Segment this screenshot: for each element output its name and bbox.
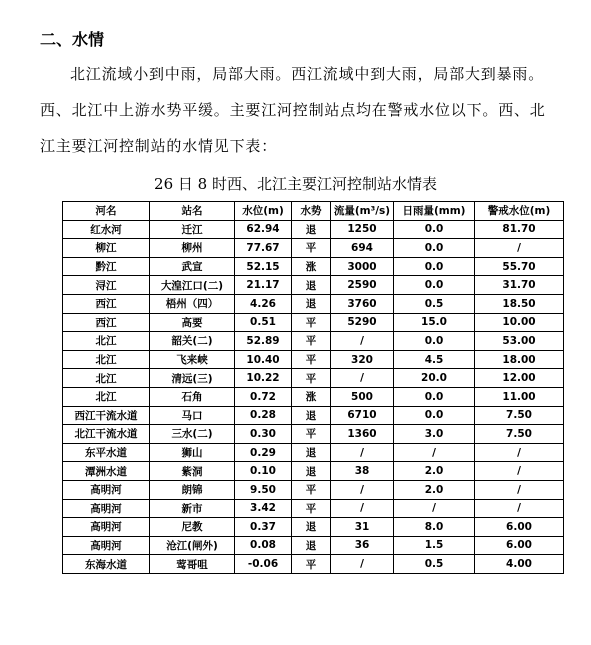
rainfall-cell: 1.5 [394, 536, 475, 555]
trend-cell: 平 [292, 350, 331, 369]
station-cell: 韶关(二) [150, 332, 235, 351]
station-cell: 紫洞 [150, 462, 235, 481]
table-body [63, 220, 564, 573]
warning-level-cell: 10.00 [475, 313, 564, 332]
warning-level-cell: 55.70 [475, 257, 564, 276]
trend-cell: 退 [292, 220, 331, 239]
rainfall-cell: / [394, 499, 475, 518]
warning-level-cell: / [475, 499, 564, 518]
table-caption: 26 日 8 时西、北江主要江河控制站水情表 [154, 175, 437, 193]
river-cell: 高明河 [63, 480, 150, 499]
flow-cell: 31 [331, 518, 394, 537]
river-cell: 西江干流水道 [63, 406, 150, 425]
warning-level-cell: / [475, 480, 564, 499]
rainfall-cell: 8.0 [394, 518, 475, 537]
flow-cell: / [331, 499, 394, 518]
table-row [63, 239, 564, 258]
flow-cell: 6710 [331, 406, 394, 425]
station-cell: 新市 [150, 499, 235, 518]
flow-cell: 500 [331, 387, 394, 406]
rainfall-cell: 0.5 [394, 555, 475, 574]
station-cell: 莺哥咀 [150, 555, 235, 574]
station-cell: 沧江(闸外) [150, 536, 235, 555]
water-level-cell: 0.30 [235, 425, 292, 444]
flow-cell: / [331, 369, 394, 388]
rainfall-cell: 3.0 [394, 425, 475, 444]
river-cell: 柳江 [63, 239, 150, 258]
table-row [63, 294, 564, 313]
table-row [63, 518, 564, 537]
summary-text: 北江流域小到中雨，局部大雨。西江流域中到大雨，局部大到暴雨。西、北江中上游水势平缓。主要江河控制站点均在警戒水位以下。西、北江主要江河控制站的水情见下表： [40, 65, 546, 155]
table-header [63, 202, 564, 221]
table-row [63, 257, 564, 276]
station-cell: 三水(二) [150, 425, 235, 444]
river-cell: 西江 [63, 294, 150, 313]
rainfall-cell: 20.0 [394, 369, 475, 388]
rainfall-cell: / [394, 443, 475, 462]
trend-cell: 退 [292, 294, 331, 313]
station-cell: 狮山 [150, 443, 235, 462]
header-warning-level: 警戒水位(m) [475, 202, 564, 221]
flow-cell: 2590 [331, 276, 394, 295]
table-row [63, 387, 564, 406]
rainfall-cell: 0.0 [394, 257, 475, 276]
flow-cell: / [331, 443, 394, 462]
river-cell: 浔江 [63, 276, 150, 295]
warning-level-cell: 7.50 [475, 406, 564, 425]
river-cell: 东海水道 [63, 555, 150, 574]
warning-level-cell: / [475, 239, 564, 258]
rainfall-cell: 0.0 [394, 387, 475, 406]
flow-cell: 3000 [331, 257, 394, 276]
table-row [63, 406, 564, 425]
rainfall-cell: 0.5 [394, 294, 475, 313]
station-cell: 大湟江口(二) [150, 276, 235, 295]
water-level-cell: 0.28 [235, 406, 292, 425]
rainfall-cell: 0.0 [394, 276, 475, 295]
river-cell: 北江 [63, 369, 150, 388]
table-row [63, 443, 564, 462]
header-flow: 流量(m³/s) [331, 202, 394, 221]
station-cell: 迁江 [150, 220, 235, 239]
trend-cell: 退 [292, 536, 331, 555]
flow-cell: / [331, 480, 394, 499]
header-water-level: 水位(m) [235, 202, 292, 221]
rainfall-cell: 0.0 [394, 239, 475, 258]
river-cell: 红水河 [63, 220, 150, 239]
trend-cell: 平 [292, 239, 331, 258]
river-cell: 西江 [63, 313, 150, 332]
warning-level-cell: 18.50 [475, 294, 564, 313]
station-cell: 石角 [150, 387, 235, 406]
station-cell: 马口 [150, 406, 235, 425]
trend-cell: 平 [292, 480, 331, 499]
trend-cell: 涨 [292, 387, 331, 406]
section-heading: 二、水情 [40, 30, 105, 49]
warning-level-cell: 4.00 [475, 555, 564, 574]
table-row [63, 425, 564, 444]
warning-level-cell: 6.00 [475, 518, 564, 537]
trend-cell: 平 [292, 555, 331, 574]
rainfall-cell: 2.0 [394, 480, 475, 499]
flow-cell: 320 [331, 350, 394, 369]
trend-cell: 退 [292, 443, 331, 462]
water-level-cell: 21.17 [235, 276, 292, 295]
water-level-cell: 62.94 [235, 220, 292, 239]
water-level-cell: 52.89 [235, 332, 292, 351]
flow-cell: 1250 [331, 220, 394, 239]
flow-cell: / [331, 332, 394, 351]
water-level-table [62, 201, 564, 574]
trend-cell: 平 [292, 369, 331, 388]
rainfall-cell: 4.5 [394, 350, 475, 369]
warning-level-cell: / [475, 462, 564, 481]
water-level-cell: 0.37 [235, 518, 292, 537]
river-cell: 黔江 [63, 257, 150, 276]
station-cell: 高要 [150, 313, 235, 332]
table-row [63, 369, 564, 388]
station-cell: 清远(三) [150, 369, 235, 388]
table-row [63, 276, 564, 295]
warning-level-cell: 6.00 [475, 536, 564, 555]
station-cell: 朗锦 [150, 480, 235, 499]
station-cell: 柳州 [150, 239, 235, 258]
river-cell: 北江干流水道 [63, 425, 150, 444]
trend-cell: 退 [292, 518, 331, 537]
table-row [63, 536, 564, 555]
warning-level-cell: 7.50 [475, 425, 564, 444]
water-level-cell: 9.50 [235, 480, 292, 499]
table-row [63, 480, 564, 499]
header-station: 站名 [150, 202, 235, 221]
river-cell: 高明河 [63, 499, 150, 518]
water-level-cell: 0.72 [235, 387, 292, 406]
warning-level-cell: 11.00 [475, 387, 564, 406]
rainfall-cell: 0.0 [394, 220, 475, 239]
table-row [63, 350, 564, 369]
table-row [63, 313, 564, 332]
rainfall-cell: 0.0 [394, 332, 475, 351]
trend-cell: 平 [292, 332, 331, 351]
river-cell: 北江 [63, 332, 150, 351]
warning-level-cell: 18.00 [475, 350, 564, 369]
warning-level-cell: 53.00 [475, 332, 564, 351]
water-level-cell: 10.22 [235, 369, 292, 388]
flow-cell: / [331, 555, 394, 574]
flow-cell: 694 [331, 239, 394, 258]
water-level-cell: 3.42 [235, 499, 292, 518]
table-row [63, 499, 564, 518]
summary-paragraph [40, 56, 560, 164]
river-cell: 北江 [63, 350, 150, 369]
warning-level-cell: 12.00 [475, 369, 564, 388]
water-level-cell: 4.26 [235, 294, 292, 313]
trend-cell: 退 [292, 462, 331, 481]
station-cell: 梧州（四） [150, 294, 235, 313]
station-cell: 武宣 [150, 257, 235, 276]
water-level-cell: 0.08 [235, 536, 292, 555]
header-river: 河名 [63, 202, 150, 221]
trend-cell: 退 [292, 276, 331, 295]
trend-cell: 平 [292, 313, 331, 332]
water-level-cell: 52.15 [235, 257, 292, 276]
water-level-cell: -0.06 [235, 555, 292, 574]
water-level-cell: 0.29 [235, 443, 292, 462]
water-level-cell: 0.10 [235, 462, 292, 481]
water-level-cell: 77.67 [235, 239, 292, 258]
warning-level-cell: 31.70 [475, 276, 564, 295]
table-row [63, 555, 564, 574]
water-level-cell: 10.40 [235, 350, 292, 369]
water-level-cell: 0.51 [235, 313, 292, 332]
header-trend: 水势 [292, 202, 331, 221]
trend-cell: 涨 [292, 257, 331, 276]
station-cell: 飞来峡 [150, 350, 235, 369]
header-rainfall: 日雨量(mm) [394, 202, 475, 221]
flow-cell: 3760 [331, 294, 394, 313]
river-cell: 高明河 [63, 518, 150, 537]
warning-level-cell: / [475, 443, 564, 462]
river-cell: 高明河 [63, 536, 150, 555]
river-cell: 北江 [63, 387, 150, 406]
flow-cell: 5290 [331, 313, 394, 332]
rainfall-cell: 2.0 [394, 462, 475, 481]
flow-cell: 36 [331, 536, 394, 555]
table-row [63, 462, 564, 481]
table-row [63, 220, 564, 239]
trend-cell: 平 [292, 499, 331, 518]
warning-level-cell: 81.70 [475, 220, 564, 239]
station-cell: 尼教 [150, 518, 235, 537]
table-row [63, 332, 564, 351]
rainfall-cell: 15.0 [394, 313, 475, 332]
rainfall-cell: 0.0 [394, 406, 475, 425]
header-row [63, 202, 564, 221]
trend-cell: 退 [292, 406, 331, 425]
trend-cell: 平 [292, 425, 331, 444]
river-cell: 潭洲水道 [63, 462, 150, 481]
river-cell: 东平水道 [63, 443, 150, 462]
flow-cell: 1360 [331, 425, 394, 444]
flow-cell: 38 [331, 462, 394, 481]
